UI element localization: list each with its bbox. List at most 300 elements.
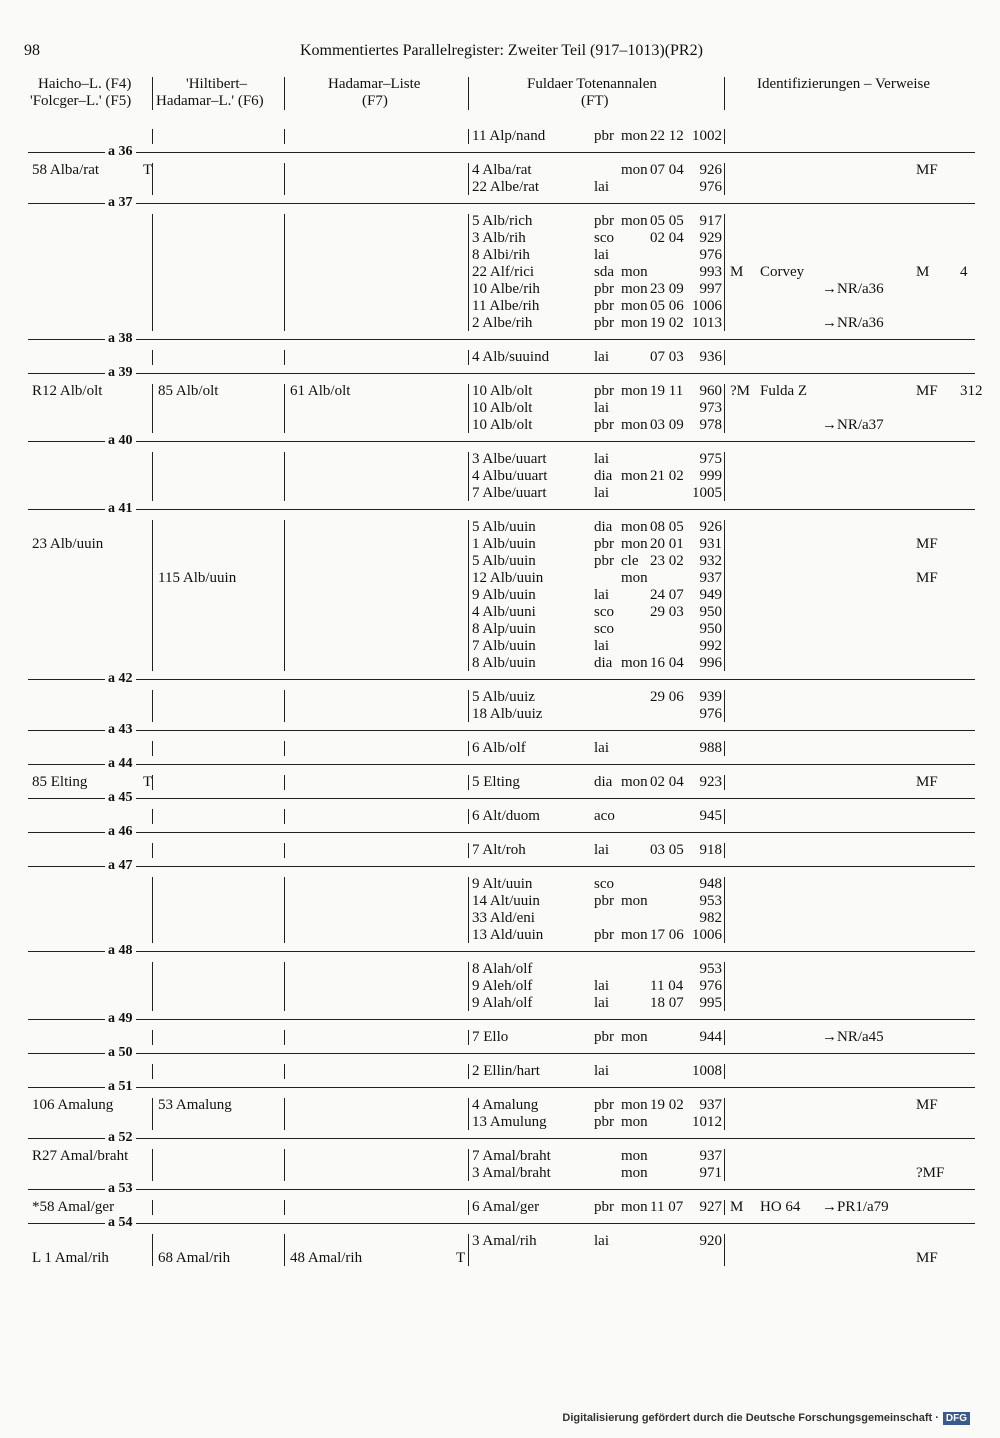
column-divider — [284, 843, 285, 858]
column-divider — [152, 809, 153, 824]
entry-date: 05 05 — [650, 213, 684, 229]
entry-year: 950 — [699, 621, 722, 637]
column-divider — [284, 775, 285, 790]
section-label: a 48 — [105, 944, 136, 958]
page-title: Kommentiertes Parallelregister: Zweiter Teil (917–1013)(PR2) — [300, 42, 703, 59]
entry-year: 918 — [699, 842, 722, 858]
column-divider — [724, 843, 725, 858]
entry-ft: 12 Alb/uuin — [472, 570, 544, 586]
entry-status: pbr — [594, 927, 614, 943]
column-divider — [724, 741, 725, 756]
entry-year: 920 — [699, 1233, 722, 1249]
entry-status: lai — [594, 638, 609, 654]
entry-year: 976 — [699, 247, 722, 263]
entry-year: 949 — [699, 587, 722, 603]
entry-mon: mon — [621, 1148, 648, 1164]
entry-monk-flag: ?M — [730, 383, 750, 399]
entry-status: lai — [594, 587, 609, 603]
entry-date: 22 12 — [650, 128, 684, 144]
entry-ft: 10 Alb/olt — [472, 400, 533, 416]
entry-mf: MF — [916, 1097, 938, 1113]
entry-year: 1006 — [692, 927, 722, 943]
section-separator — [28, 798, 975, 799]
column-divider — [724, 520, 725, 671]
entry-year: 971 — [699, 1165, 722, 1181]
entry-f4: *58 Amal/ger — [32, 1199, 115, 1215]
entry-year: 975 — [699, 451, 722, 467]
entry-ft: 5 Alb/uuiz — [472, 689, 535, 705]
entry-year: 917 — [699, 213, 722, 229]
entry-reference: →NR/a36 — [822, 315, 884, 331]
entry-ft: 7 Alb/uuin — [472, 638, 536, 654]
footer-credit — [562, 1412, 970, 1425]
column-divider — [284, 384, 285, 433]
entry-ft: 7 Alt/roh — [472, 842, 526, 858]
entry-date: 19 02 — [650, 1097, 684, 1113]
entry-status: lai — [594, 978, 609, 994]
entry-mf: M — [916, 264, 930, 280]
entry-ft: 5 Alb/rich — [472, 213, 533, 229]
section-label: a 47 — [105, 859, 136, 873]
entry-f4: 23 Alb/uuin — [32, 536, 104, 552]
entry-ft: 13 Ald/uuin — [472, 927, 544, 943]
entry-year: 945 — [699, 808, 722, 824]
footer-text: Digitalisierung gefördert durch die Deutsche Forschungsgemeinschaft · — [562, 1412, 939, 1424]
entry-ft: 22 Albe/rat — [472, 179, 540, 195]
entry-date: 02 04 — [650, 774, 684, 790]
column-divider — [468, 452, 469, 501]
column-divider — [724, 1149, 725, 1181]
entry-f6: 115 Alb/uuin — [158, 570, 237, 586]
entry-date: 07 04 — [650, 162, 684, 178]
entry-status: lai — [594, 842, 609, 858]
section-separator — [28, 1087, 975, 1088]
column-divider — [724, 214, 725, 331]
entry-status: pbr — [594, 1199, 614, 1215]
section-label: a 46 — [105, 825, 136, 839]
section-separator — [28, 951, 975, 952]
entry-ft: 22 Alf/rici — [472, 264, 535, 280]
column-divider — [724, 1098, 725, 1130]
entry-status: pbr — [594, 128, 614, 144]
entry-identification: HO 64 — [760, 1199, 801, 1215]
entry-status: pbr — [594, 417, 614, 433]
column-divider — [468, 1149, 469, 1181]
column-divider — [724, 1234, 725, 1266]
column-divider — [468, 775, 469, 790]
entry-ft: 3 Amal/rih — [472, 1233, 537, 1249]
entry-ft: 11 Alp/nand — [472, 128, 546, 144]
entry-year: 976 — [699, 706, 722, 722]
entry-year: 937 — [699, 1148, 722, 1164]
column-divider — [152, 1200, 153, 1215]
entry-status: lai — [594, 247, 609, 263]
entry-status: pbr — [594, 1097, 614, 1113]
column-divider — [724, 384, 725, 433]
col-header-f6-line2: Hadamar–L.' (F6) — [156, 93, 264, 109]
column-divider — [468, 350, 469, 365]
entry-status: pbr — [594, 213, 614, 229]
entry-ft: 10 Albe/rih — [472, 281, 540, 297]
entry-f4: R12 Alb/olt — [32, 383, 103, 399]
entry-mon: mon — [621, 519, 648, 535]
section-separator — [28, 679, 975, 680]
section-separator — [28, 730, 975, 731]
entry-status: sco — [594, 621, 614, 637]
section-label: a 52 — [105, 1131, 136, 1145]
section-separator — [28, 866, 975, 867]
column-divider — [468, 1030, 469, 1045]
entry-ft: 2 Ellin/hart — [472, 1063, 540, 1079]
entry-mon: mon — [621, 927, 648, 943]
entry-year: 996 — [699, 655, 722, 671]
entry-mf: ?MF — [916, 1165, 945, 1181]
entry-date: 19 11 — [650, 383, 684, 399]
entry-ft: 11 Albe/rih — [472, 298, 540, 314]
entry-f4: L 1 Amal/rih — [32, 1250, 109, 1266]
entry-reference: →NR/a36 — [822, 281, 884, 297]
entry-number: 4 — [960, 264, 968, 280]
col-header-f4-line1: Haicho–L. (F4) — [38, 76, 132, 92]
section-separator — [28, 152, 975, 153]
entry-year: 923 — [699, 774, 722, 790]
column-divider — [284, 1030, 285, 1045]
entry-year: 926 — [699, 519, 722, 535]
column-divider — [724, 1030, 725, 1045]
entry-year: 931 — [699, 536, 722, 552]
entry-year: 926 — [699, 162, 722, 178]
entry-year: 1012 — [692, 1114, 722, 1130]
column-divider — [152, 877, 153, 943]
entry-date: 20 01 — [650, 536, 684, 552]
section-label: a 49 — [105, 1012, 136, 1026]
section-label: a 40 — [105, 434, 136, 448]
entry-ft: 6 Amal/ger — [472, 1199, 540, 1215]
entry-status: sda — [594, 264, 614, 280]
entry-date: 02 04 — [650, 230, 684, 246]
column-divider — [284, 452, 285, 501]
entry-mon: mon — [621, 1097, 648, 1113]
column-divider — [468, 690, 469, 722]
entry-status: pbr — [594, 1029, 614, 1045]
column-divider — [724, 775, 725, 790]
entry-mon: mon — [621, 417, 648, 433]
entry-date: 29 03 — [650, 604, 684, 620]
entry-ft: 18 Alb/uuiz — [472, 706, 543, 722]
entry-year: 1006 — [692, 298, 722, 314]
column-divider — [152, 1030, 153, 1045]
entry-mon: mon — [621, 128, 648, 144]
section-label: a 54 — [105, 1216, 136, 1230]
entry-mon: mon — [621, 213, 648, 229]
entry-status: lai — [594, 995, 609, 1011]
col-header-f7-line2: (F7) — [362, 93, 388, 109]
section-separator — [28, 1138, 975, 1139]
entry-mon: mon — [621, 1114, 648, 1130]
column-divider — [468, 741, 469, 756]
entry-year: 982 — [699, 910, 722, 926]
entry-mf: MF — [916, 536, 938, 552]
entry-date: 29 06 — [650, 689, 684, 705]
column-divider — [284, 1234, 285, 1266]
header-column-divider — [152, 77, 153, 110]
column-divider — [152, 741, 153, 756]
entry-date: 18 07 — [650, 995, 684, 1011]
entry-year: 937 — [699, 1097, 722, 1113]
column-divider — [284, 741, 285, 756]
entry-f4: 58 Alba/rat — [32, 162, 100, 178]
entry-mf: MF — [916, 774, 938, 790]
entry-mon: mon — [621, 893, 648, 909]
column-divider — [152, 350, 153, 365]
column-divider — [468, 214, 469, 331]
column-divider — [284, 214, 285, 331]
entry-ft: 5 Elting — [472, 774, 520, 790]
entry-date: 11 04 — [650, 978, 684, 994]
section-label: a 45 — [105, 791, 136, 805]
entry-ft: 9 Aleh/olf — [472, 978, 533, 994]
section-label: a 38 — [105, 332, 136, 346]
entry-ft: 8 Alb/uuin — [472, 655, 536, 671]
entry-year: 929 — [699, 230, 722, 246]
column-divider — [284, 350, 285, 365]
entry-date: 19 02 — [650, 315, 684, 331]
entry-ft: 3 Albe/uuart — [472, 451, 547, 467]
entry-mon: mon — [621, 1199, 648, 1215]
entry-ft: 3 Amal/braht — [472, 1165, 551, 1181]
entry-identification: Corvey — [760, 264, 805, 280]
header-column-divider — [468, 77, 469, 110]
column-divider — [724, 1064, 725, 1079]
entry-reference: →NR/a37 — [822, 417, 884, 433]
entry-ft: 13 Amulung — [472, 1114, 547, 1130]
entry-status: pbr — [594, 315, 614, 331]
entry-mon: mon — [621, 281, 648, 297]
entry-f6: 68 Amal/rih — [158, 1250, 231, 1266]
entry-year: 960 — [699, 383, 722, 399]
header-column-divider — [724, 77, 725, 110]
col-header-identifications: Identifizierungen – Verweise — [757, 76, 930, 92]
section-label: a 39 — [105, 366, 136, 380]
entry-year: 995 — [699, 995, 722, 1011]
entry-ft: 4 Amalung — [472, 1097, 539, 1113]
entry-year: 948 — [699, 876, 722, 892]
column-divider — [284, 520, 285, 671]
column-divider — [468, 1200, 469, 1215]
column-divider — [724, 129, 725, 144]
column-divider — [152, 1064, 153, 1079]
entry-reference: →NR/a45 — [822, 1029, 884, 1045]
column-divider — [724, 350, 725, 365]
column-divider — [152, 1098, 153, 1130]
column-divider — [152, 129, 153, 144]
column-divider — [152, 1149, 153, 1181]
entry-status: dia — [594, 774, 613, 790]
entry-ft: 4 Alb/suuind — [472, 349, 550, 365]
entry-date: 11 07 — [650, 1199, 684, 1215]
entry-year: 939 — [699, 689, 722, 705]
entry-year: 1013 — [692, 315, 722, 331]
entry-status: pbr — [594, 383, 614, 399]
column-divider — [284, 1149, 285, 1181]
header-column-divider — [284, 77, 285, 110]
col-header-ft-line1: Fuldaer Totenannalen — [527, 76, 657, 92]
entry-status: lai — [594, 740, 609, 756]
entry-mon: mon — [621, 264, 648, 280]
entry-mon: mon — [621, 383, 648, 399]
column-divider — [284, 1098, 285, 1130]
entry-mon: mon — [621, 298, 648, 314]
marker-t: T — [143, 162, 153, 178]
entry-year: 978 — [699, 417, 722, 433]
column-divider — [284, 1064, 285, 1079]
entry-year: 932 — [699, 553, 722, 569]
column-divider — [724, 1200, 725, 1215]
col-header-f7-line1: Hadamar–Liste — [328, 76, 421, 92]
entry-status: pbr — [594, 1114, 614, 1130]
section-separator — [28, 1189, 975, 1190]
column-divider — [152, 520, 153, 671]
column-divider — [284, 1200, 285, 1215]
entry-status: lai — [594, 400, 609, 416]
entry-status: aco — [594, 808, 615, 824]
entry-date: 08 05 — [650, 519, 684, 535]
entry-ft: 9 Alb/uuin — [472, 587, 536, 603]
entry-status: dia — [594, 655, 613, 671]
marker-t: T — [456, 1250, 466, 1266]
entry-f4: 106 Amalung — [32, 1097, 114, 1113]
column-divider — [468, 1064, 469, 1079]
entry-ft: 6 Alt/duom — [472, 808, 540, 824]
entry-status: pbr — [594, 281, 614, 297]
entry-mon: mon — [621, 536, 648, 552]
entry-year: 953 — [699, 893, 722, 909]
entry-mon: mon — [621, 774, 648, 790]
section-separator — [28, 1019, 975, 1020]
column-divider — [284, 129, 285, 144]
entry-mf: MF — [916, 162, 938, 178]
entry-ft: 8 Albi/rih — [472, 247, 530, 263]
entry-status: lai — [594, 349, 609, 365]
entry-status: dia — [594, 468, 613, 484]
entry-ft: 7 Albe/uuart — [472, 485, 547, 501]
column-divider — [468, 520, 469, 671]
section-label: a 37 — [105, 196, 136, 210]
entry-ft: 10 Alb/olt — [472, 383, 533, 399]
entry-f4: 85 Elting — [32, 774, 88, 790]
entry-monk-flag: M — [730, 264, 744, 280]
column-divider — [152, 384, 153, 433]
column-divider — [152, 690, 153, 722]
entry-year: 993 — [699, 264, 722, 280]
entry-ft: 1 Alb/uuin — [472, 536, 536, 552]
column-divider — [724, 877, 725, 943]
entry-ft: 3 Alb/rih — [472, 230, 526, 246]
column-divider — [468, 962, 469, 1011]
column-divider — [152, 843, 153, 858]
entry-monk-flag: M — [730, 1199, 744, 1215]
column-divider — [284, 690, 285, 722]
column-divider — [724, 690, 725, 722]
entry-year: 950 — [699, 604, 722, 620]
section-label: a 51 — [105, 1080, 136, 1094]
entry-year: 953 — [699, 961, 722, 977]
section-label: a 41 — [105, 502, 136, 516]
column-divider — [468, 163, 469, 195]
entry-year: 927 — [699, 1199, 722, 1215]
section-separator — [28, 832, 975, 833]
entry-status: lai — [594, 1233, 609, 1249]
entry-mf: MF — [916, 570, 938, 586]
entry-f6: 53 Amalung — [158, 1097, 232, 1113]
entry-ft: 5 Alb/uuin — [472, 553, 536, 569]
section-separator — [28, 509, 975, 510]
column-divider — [152, 775, 153, 790]
entry-date: 23 02 — [650, 553, 684, 569]
column-divider — [152, 962, 153, 1011]
column-divider — [724, 962, 725, 1011]
entry-year: 992 — [699, 638, 722, 654]
entry-identification: Fulda Z — [760, 383, 808, 399]
entry-date: 03 09 — [650, 417, 684, 433]
entry-ft: 8 Alp/uuin — [472, 621, 536, 637]
column-divider — [152, 1234, 153, 1266]
column-divider — [284, 809, 285, 824]
section-separator — [28, 441, 975, 442]
col-header-ft-line2: (FT) — [581, 93, 609, 109]
entry-ft: 6 Alb/olf — [472, 740, 526, 756]
entry-ft: 4 Albu/uuart — [472, 468, 548, 484]
entry-date: 03 05 — [650, 842, 684, 858]
entry-year: 944 — [699, 1029, 722, 1045]
entry-ft: 7 Ello — [472, 1029, 509, 1045]
entry-mon: mon — [621, 655, 648, 671]
entry-ft: 9 Alt/uuin — [472, 876, 533, 892]
entry-f4: R27 Amal/braht — [32, 1148, 129, 1164]
entry-mon: mon — [621, 1029, 648, 1045]
entry-mon: mon — [621, 162, 648, 178]
entry-f7: 61 Alb/olt — [290, 383, 351, 399]
entry-status: sco — [594, 230, 614, 246]
entry-ft: 5 Alb/uuin — [472, 519, 536, 535]
entry-status: sco — [594, 876, 614, 892]
entry-status: pbr — [594, 298, 614, 314]
column-divider — [724, 809, 725, 824]
dfg-logo: DFG — [943, 1412, 970, 1425]
col-header-f6-line1: 'Hiltibert– — [186, 76, 248, 92]
entry-status: lai — [594, 451, 609, 467]
entry-status: lai — [594, 1063, 609, 1079]
entry-year: 973 — [699, 400, 722, 416]
column-divider — [152, 163, 153, 195]
entry-reference: →PR1/a79 — [822, 1199, 889, 1215]
section-label: a 42 — [105, 672, 136, 686]
section-separator — [28, 1223, 975, 1224]
entry-status: lai — [594, 179, 609, 195]
column-divider — [468, 843, 469, 858]
entry-mf: MF — [916, 383, 938, 399]
entry-ft: 10 Alb/olt — [472, 417, 533, 433]
entry-date: 21 02 — [650, 468, 684, 484]
entry-ft: 9 Alah/olf — [472, 995, 533, 1011]
section-separator — [28, 1053, 975, 1054]
column-divider — [724, 452, 725, 501]
entry-ft: 33 Ald/eni — [472, 910, 535, 926]
section-label: a 44 — [105, 757, 136, 771]
column-divider — [468, 1098, 469, 1130]
entry-year: 1005 — [692, 485, 722, 501]
entry-year: 937 — [699, 570, 722, 586]
